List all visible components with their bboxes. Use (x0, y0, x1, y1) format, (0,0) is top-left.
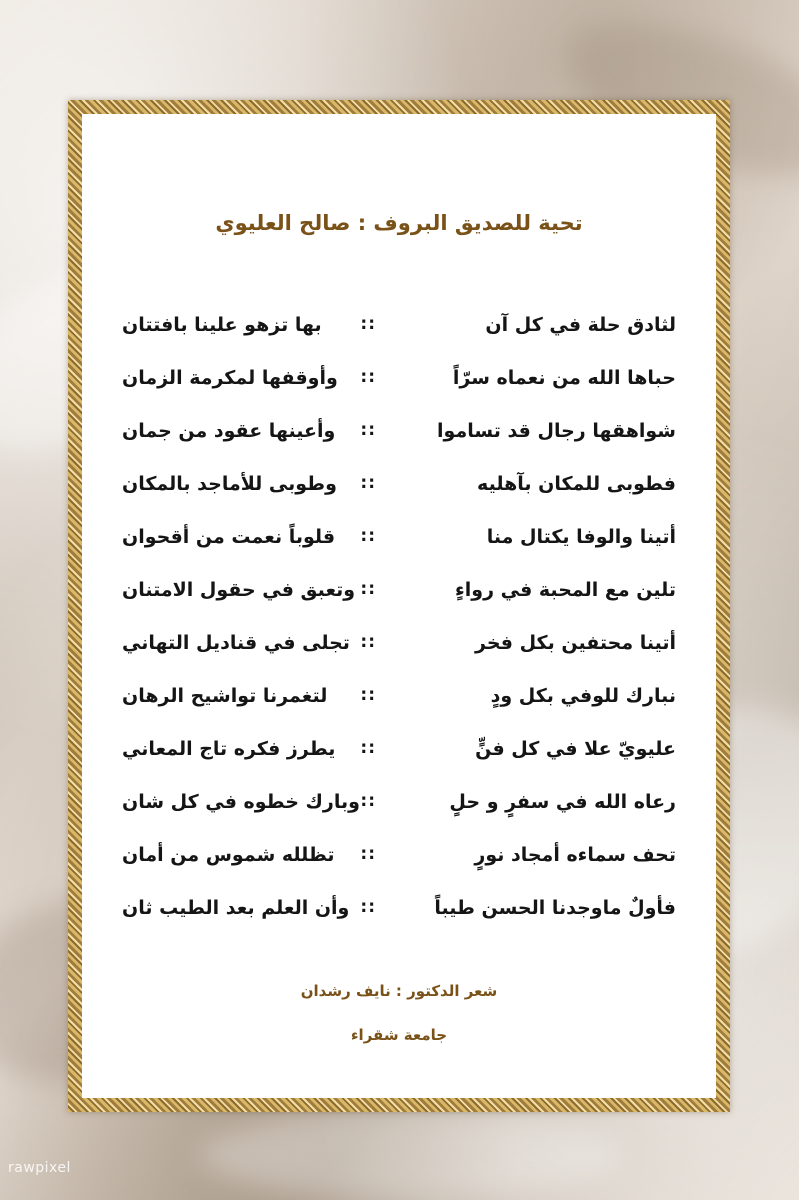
verse-first-hemistich: لثادق حلة في كل آن (485, 314, 676, 336)
verse-second-hemistich: وطوبى للأماجد بالمكان (122, 473, 337, 495)
verse-row (122, 314, 676, 367)
verse-row (122, 632, 676, 685)
verse-separator: :: (360, 685, 376, 705)
verse-row (122, 791, 676, 844)
verse-first-hemistich: نبارك للوفي بكل ودٍ (490, 685, 676, 707)
verse-second-hemistich: وتعبق في حقول الامتنان (122, 579, 356, 601)
verse-second-hemistich: تجلى في قناديل التهاني (122, 632, 350, 654)
verse-row (122, 579, 676, 632)
verse-first-hemistich: فأولٌ ماوجدنا الحسن طيباً (434, 897, 676, 919)
verse-first-hemistich: فطوبى للمكان بآهليه (477, 473, 676, 495)
university-credit: جامعة شقراء (350, 1026, 448, 1044)
verse-separator: :: (360, 526, 376, 546)
verse-separator: :: (360, 314, 376, 334)
verse-second-hemistich: وأن العلم بعد الطيب ثان (122, 897, 350, 919)
verse-separator: :: (360, 897, 376, 917)
verse-row (122, 420, 676, 473)
verse-first-hemistich: تحف سماءه أمجاد نورٍ (474, 844, 676, 866)
verse-first-hemistich: شواهقها رجال قد تساموا (437, 420, 676, 442)
verse-row (122, 738, 676, 791)
verse-first-hemistich: رعاه الله في سفرٍ و حلٍ (449, 791, 676, 813)
verse-second-hemistich: لتغمرنا تواشيح الرهان (122, 685, 328, 707)
poem-title: تحية للصديق البروف : صالح العليوي (215, 211, 583, 235)
verse-second-hemistich: تظلله شموس من أمان (122, 844, 335, 866)
verse-separator: :: (360, 579, 376, 599)
verse-row (122, 685, 676, 738)
verse-row (122, 367, 676, 420)
verse-row (122, 897, 676, 950)
poet-credit: شعر الدكتور : نايف رشدان (300, 982, 498, 1000)
verse-first-hemistich: عليويّ علا في كل فنٍّ (475, 738, 676, 760)
verse-separator: :: (360, 420, 376, 440)
verse-second-hemistich: قلوباً نعمت من أقحوان (122, 526, 336, 548)
verse-first-hemistich: أتينا والوفا يكتال منا (486, 526, 676, 548)
verse-separator: :: (360, 844, 376, 864)
background-silk-highlight (200, 1110, 620, 1200)
poem-card (82, 114, 716, 1098)
rawpixel-watermark: rawpixel (8, 1160, 71, 1176)
verse-separator: :: (360, 738, 376, 758)
glitter-gold-frame (68, 100, 730, 1112)
verse-first-hemistich: حباها الله من نعماه سرّاً (452, 367, 676, 389)
verse-separator: :: (360, 367, 376, 387)
verse-second-hemistich: وأعينها عقود من جمان (122, 420, 336, 442)
verse-row (122, 526, 676, 579)
verse-separator: :: (360, 791, 376, 811)
verse-second-hemistich: يطرز فكره تاج المعاني (122, 738, 336, 760)
poem-verses (122, 314, 676, 950)
verse-row (122, 844, 676, 897)
verse-second-hemistich: بها تزهو علينا بافتتان (122, 314, 322, 336)
verse-row (122, 473, 676, 526)
verse-first-hemistich: تلين مع المحبة في رواءٍ (455, 579, 676, 601)
verse-separator: :: (360, 473, 376, 493)
verse-second-hemistich: وبارك خطوه في كل شان (122, 791, 360, 813)
verse-separator: :: (360, 632, 376, 652)
verse-first-hemistich: أتينا محتفين بكل فخر (475, 632, 676, 654)
verse-second-hemistich: وأوقفها لمكرمة الزمان (122, 367, 338, 389)
